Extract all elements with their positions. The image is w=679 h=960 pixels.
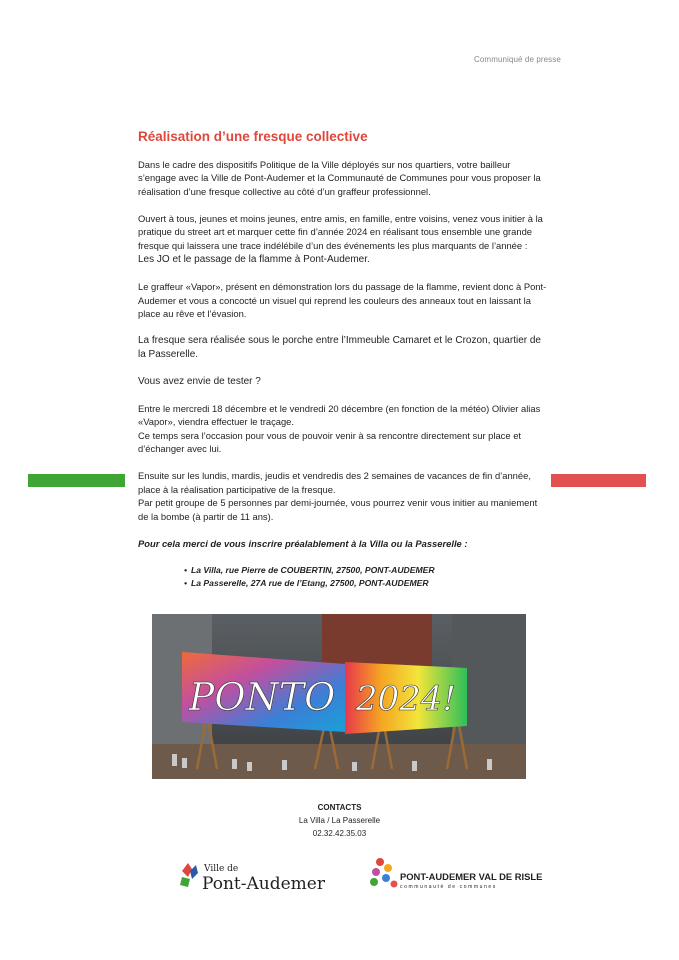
article-body <box>138 130 548 590</box>
paragraph-sessions <box>138 469 548 523</box>
locations-list <box>138 564 548 590</box>
paragraph-open-to-all <box>138 212 548 267</box>
left-panel-graffiti: PONTO <box>188 675 336 719</box>
ville-pont-audemer-logo <box>178 857 325 897</box>
article-title: Réalisation d’une fresque collective <box>138 129 368 144</box>
registration-note: Pour cela merci de vous inscrire préalablement à la Villa ou la Passerelle : <box>138 537 468 549</box>
paragraph-graffeur: Le graffeur «Vapor», présent en démonstration lors du passage de la flamme, revient donc à Pont-Audemer et vous a concocté un visuel qui reprend les couleurs des anneaux tout en laissant la place au rêve et l’évasion. <box>138 281 547 319</box>
paragraph-meeting-text: Ce temps sera l’occasion pour vous de pouvoir venir à sa rencontre directement sur place et d’échanger avec lui. <box>138 429 522 454</box>
contacts-phone: 02.32.42.35.03 <box>312 829 367 838</box>
paragraph-location: La fresque sera réalisée sous le porche entre l’Immeuble Camaret et le Crozon, quartier de la Passerelle. <box>138 335 541 360</box>
cc-subtitle: communauté de communes <box>400 884 497 890</box>
paragraph-sessions-text: Ensuite sur les lundis, mardis, jeudis et vendredis des 2 semaines de vacances de fin d’année, place à la réalisation participative de la fresque. <box>138 470 531 495</box>
press-release-label: Communiqué de presse <box>474 55 561 64</box>
fresque-photo <box>152 614 526 779</box>
location-villa: • La Villa, rue Pierre de COUBERTIN, 27500, PONT-AUDEMER <box>184 564 548 577</box>
paragraph-dates <box>138 402 548 456</box>
ville-label: Ville de <box>204 864 239 874</box>
location-passerelle: • La Passerelle, 27A rue de l’Etang, 27500, PONT-AUDEMER <box>184 577 548 590</box>
paragraph-groups-text: Par petit groupe de 5 personnes par demi-journée, vous pourrez venir vous initier au maniement de la bombe (à partir de 11 ans). <box>138 497 538 522</box>
highlight-jo: Les JO et le passage de la flamme à Pont-Audemer. <box>138 254 370 265</box>
fresque-photo-illustration <box>152 614 526 779</box>
contacts-block <box>0 801 679 840</box>
paragraph-intro: Dans le cadre des dispositifs Politique de la Ville déployés sur nos quartiers, votre bailleur s’engage avec la Ville de Pont-Audemer et la Communauté de Communes pour vous proposer la réalisation d’une fresque collective au côté d’un graffeur professionnel. <box>138 158 541 197</box>
cc-name: PONT-AUDEMER VAL DE RISLE <box>400 871 543 882</box>
paragraph-dates-text: Entre le mercredi 18 décembre et le vendredi 20 décembre (en fonction de la météo) Olivier alias «Vapor», viendra effectuer le traçage. <box>138 402 541 427</box>
paragraph-question: Vous avez envie de tester ? <box>138 375 261 387</box>
cc-pont-audemer-val-de-risle-logo <box>366 854 543 896</box>
pont-audemer-label: Pont-Audemer <box>202 874 325 894</box>
right-panel-graffiti: 2024! <box>355 679 457 719</box>
contacts-places: La Villa / La Passerelle <box>298 816 381 825</box>
paragraph-open-to-all-text: Ouvert à tous, jeunes et moins jeunes, entre amis, en famille, entre voisins, venez vous initier à la pratique du street art et marquer cette fin d’année 2024 en réalisant tous ensemble une grande fresque qui laissera une trace indélébile d’un des événements les plus marquants de l’année : <box>138 212 543 251</box>
red-side-bar <box>551 474 646 487</box>
contacts-title: CONTACTS <box>317 803 362 812</box>
green-side-bar <box>28 474 125 487</box>
